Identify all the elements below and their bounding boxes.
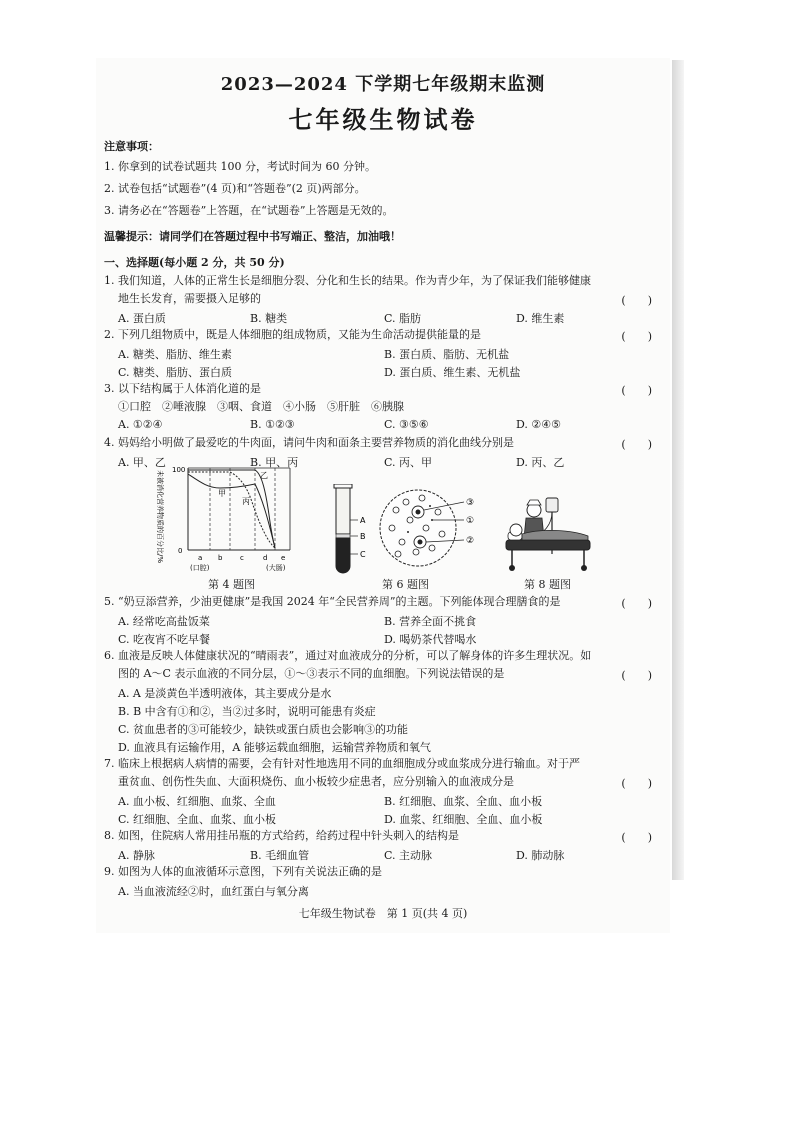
q2-option-b: B. 蛋白质、脂肪、无机盐 [384,348,510,361]
exam-title: 2023—2024 下学期七年级期末监测 [220,74,546,95]
fig4-ylabel: 未被消化营养物质的百分比/% [156,470,164,564]
fig6-tube-rim [334,484,352,488]
q3-items: ①口腔 ②唾液腺 ③咽、食道 ④小肠 ⑤肝脏 ⑥胰腺 [118,400,404,413]
q1-option-b: B. 糖类 [250,312,288,325]
fig6-tube-plasma [336,488,350,534]
q1-option-c: C. 脂肪 [384,312,422,325]
q7-option-b: B. 红细胞、血浆、全血、血小板 [384,795,543,808]
q8-option-a: A. 静脉 [118,849,155,862]
page-edge-shadow [672,60,684,880]
paper-title: 七年级生物试卷 [288,105,478,134]
fig6-blood-diagram [326,484,496,576]
q2-option-c: C. 糖类、脂肪、蛋白质 [118,366,233,379]
q3-answer-paren: ( ) [621,384,652,397]
q4-option-c: C. 丙、甲 [384,456,433,469]
q1-stem-line2: 地生长发育，需要摄入足够的 [118,292,261,305]
notes-item-1: 1. 你拿到的试卷试题共 100 分，考试时间为 60 分钟。 [104,160,376,173]
notes-item-3: 3. 请务必在“答题卷”上答题，在“试题卷”上答题是无效的。 [104,204,394,217]
q7-option-a: A. 血小板、红细胞、血浆、全血 [118,795,276,808]
q8-answer-paren: ( ) [621,831,652,844]
fig8-bed [506,540,590,550]
fig6-layer-b: B [360,532,366,541]
q8-option-b: B. 毛细血管 [250,849,310,862]
q6-option-d: D. 血液具有运输作用，A 能够运载血细胞，运输营养物质和氧气 [118,741,431,754]
fig6-layer-c: C [360,550,366,559]
q4-answer-paren: ( ) [621,438,652,451]
notes-item-2: 2. 试卷包括“试题卷”(4 页)和“答题卷”(2 页)两部分。 [104,182,366,195]
q7-answer-paren: ( ) [621,777,652,790]
q3-option-b: B. ①②③ [250,418,295,431]
q8-stem: 8. 如图，住院病人常用挂吊瓶的方式给药，给药过程中针头刺入的结构是 [104,829,459,842]
q2-answer-paren: ( ) [621,330,652,343]
q9-stem: 9. 如图为人体的血液循环示意图，下列有关说法正确的是 [104,865,382,878]
fig6-layer-a: A [360,516,366,525]
fig8-wheel-left [509,565,515,571]
q6-stem-line1: 6. 血液是反映人体健康状况的“晴雨表”，通过对血液成分的分析，可以了解身体的许多生理状况。如 [104,649,592,662]
q6-answer-paren: ( ) [621,669,652,682]
fig4-xtick-b: b [218,554,223,562]
fig4-label-jia: 甲 [218,489,226,498]
q9-option-a: A. 当血液流经②时，血红蛋白与氧分离 [118,885,309,898]
q8-option-d: D. 肺动脉 [516,849,565,862]
fig4-digestion-chart [150,462,310,574]
q3-option-d: D. ②④⑤ [516,418,562,431]
q7-stem-line2: 重贫血、创伤性失血、大面积烧伤、血小板较少症患者，应分别输入的血液成分是 [118,775,514,788]
fig6-tube-rbc [336,538,350,573]
fig6-white-cell-nucleus [416,510,421,515]
q6-option-c: C. 贫血患者的③可能较少，缺铁或蛋白质也会影响③的功能 [118,723,409,736]
fig4-x-start: (口腔) [190,564,210,572]
fig4-ytick-0: 0 [178,547,183,555]
q7-option-c: C. 红细胞、全血、血浆、血小板 [118,813,277,826]
fig4-caption: 第 4 题图 [208,578,255,591]
fig6-cell-2: ② [466,536,475,546]
q1-option-a: A. 蛋白质 [118,312,166,325]
q3-option-a: A. ①②④ [118,418,163,431]
q4-option-b: B. 甲、丙 [250,456,299,469]
fig6-cell-3: ③ [466,498,475,508]
fig6-white-cell-2-nucleus [418,540,423,545]
notes-tip: 温馨提示：请同学们在答题过程中书写端正、整洁，加油哦！ [104,230,401,243]
notes-heading: 注意事项： [104,140,159,153]
fig4-curve-jia [188,474,275,548]
q1-answer-paren: ( ) [621,294,652,307]
fig4-curve-bing [188,472,275,548]
q2-stem: 2. 下列几组物质中，既是人体细胞的组成物质，又能为生命活动提供能量的是 [104,328,481,341]
fig6-tube-buffy [336,534,350,538]
q6-stem-line2: 图的 A～C 表示血液的不同分层，①～③表示不同的血细胞。下列说法错误的是 [118,667,505,680]
fig8-wheel-right [581,565,587,571]
q2-option-a: A. 糖类、脂肪、维生素 [118,348,232,361]
fig4-curve-yi [188,470,275,548]
q3-option-c: C. ③⑤⑥ [384,418,429,431]
fig4-x-end: (大肠) [266,564,286,572]
q1-option-d: D. 维生素 [516,312,565,325]
q2-option-d: D. 蛋白质、维生素、无机盐 [384,366,521,379]
q4-option-d: D. 丙、乙 [516,456,565,469]
q5-option-a: A. 经常吃高盐饭菜 [118,615,210,628]
q4-option-a: A. 甲、乙 [118,456,166,469]
q5-option-b: B. 营养全面不挑食 [384,615,477,628]
q3-stem: 3. 以下结构属于人体消化道的是 [104,382,261,395]
fig4-label-yi: 乙 [260,471,268,480]
fig4-label-bing: 丙 [242,497,250,506]
fig8-iv-bottle [546,498,558,512]
fig6-cell-1: ① [466,516,475,526]
section-heading: 一、选择题(每小题 2 分，共 50 分) [104,256,285,269]
fig8-patient-head [510,524,522,536]
fig6-caption: 第 6 题图 [382,578,429,591]
q5-stem: 5. “奶豆添营养，少油更健康”是我国 2024 年“全民营养周”的主题。下列能体现合理膳食的是 [104,595,561,608]
q4-stem: 4. 妈妈给小明做了最爱吃的牛肉面，请问牛肉和面条主要营养物质的消化曲线分别是 [104,436,514,449]
fig4-xtick-a: a [198,554,203,562]
q5-option-d: D. 喝奶茶代替喝水 [384,633,477,646]
q7-option-d: D. 血浆、红细胞、全血、血小板 [384,813,543,826]
fig8-iv-drip-illustration [502,494,594,574]
fig8-caption: 第 8 题图 [524,578,571,591]
q7-stem-line1: 7. 临床上根据病人病情的需要，会有针对性地选用不同的血细胞成分或血浆成分进行输血。对于严 [104,757,580,770]
page-footer: 七年级生物试卷 第 1 页(共 4 页) [298,907,468,920]
fig8-blanket [522,530,588,540]
q1-stem-line1: 1. 我们知道，人体的正常生长是细胞分裂、分化和生长的结果。作为青少年，为了保证我们能够健康 [104,274,591,287]
q5-option-c: C. 吃夜宵不吃早餐 [118,633,211,646]
q6-option-a: A. A 是淡黄色半透明液体，其主要成分是水 [118,687,332,700]
fig4-xtick-e: e [281,554,286,562]
fig4-ytick-100: 100 [172,466,186,474]
fig8-nurse-cap [527,500,541,505]
q5-answer-paren: ( ) [621,597,652,610]
q6-option-b: B. B 中含有①和②，当②过多时，说明可能患有炎症 [118,705,376,718]
q8-option-c: C. 主动脉 [384,849,433,862]
fig4-xtick-c: c [240,554,244,562]
fig4-xtick-d: d [263,554,268,562]
